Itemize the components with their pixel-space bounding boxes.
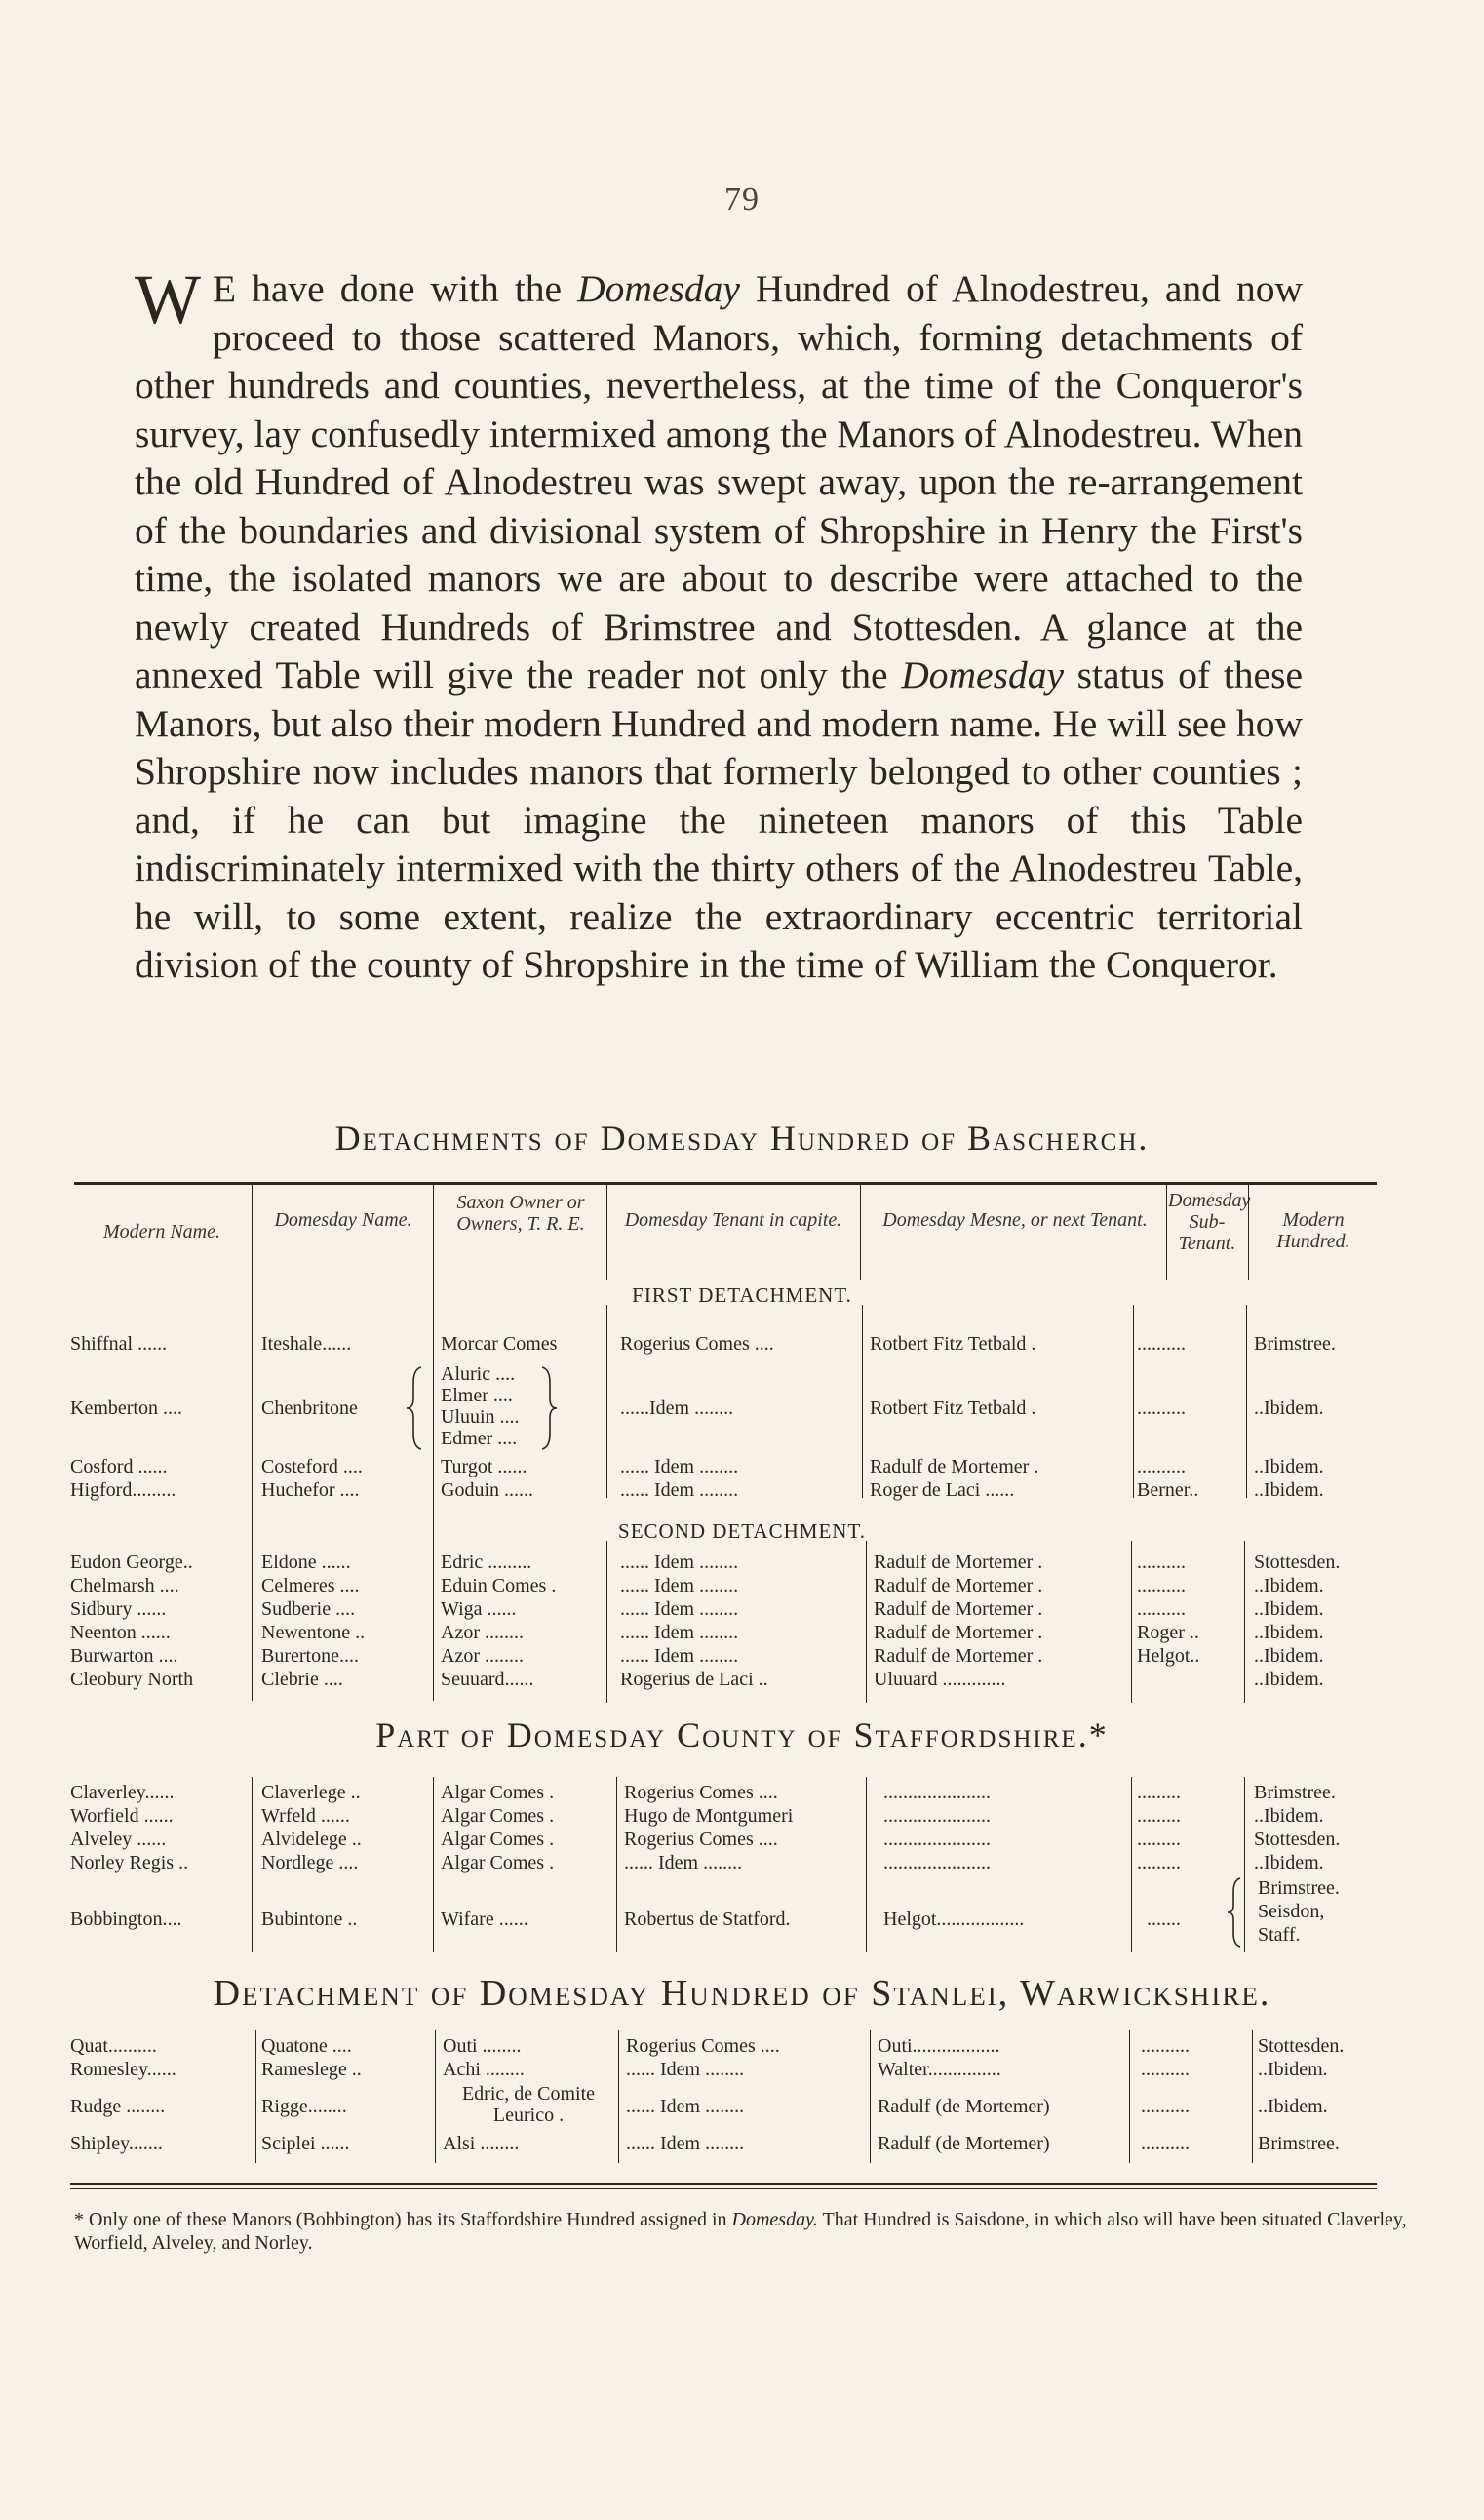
table2-title: Part of Domesday County of Staffordshire.*	[375, 1715, 1109, 1754]
cell-mesne: Uluuard .............	[874, 1669, 1006, 1690]
cell-domesday: Sudberie ....	[261, 1598, 356, 1620]
cell-saxon: Goduin ......	[441, 1479, 533, 1501]
intro-paragraph	[135, 260, 1303, 990]
cell-modern: Sidbury ......	[70, 1598, 167, 1620]
cell-tenant: Hugo de Montgumeri	[624, 1805, 794, 1827]
cell-modern: Burwarton ....	[70, 1645, 178, 1667]
cell-modern: Neenton ......	[70, 1622, 171, 1643]
cell-hundred: Staff.	[1258, 1924, 1301, 1946]
cell-saxon: Algar Comes .	[441, 1805, 555, 1827]
cell-hundred: Brimstree.	[1254, 1782, 1336, 1803]
cell-saxon: Eduin Comes .	[441, 1575, 557, 1596]
cell-hundred: ..Ibidem.	[1254, 1456, 1324, 1477]
cell-mesne: ......................	[883, 1805, 991, 1827]
cell-sub: ..........	[1137, 1552, 1186, 1573]
cell-sub: ..........	[1141, 2035, 1190, 2057]
cell-modern: Higford.........	[70, 1479, 176, 1501]
cell-hundred: ..Ibidem.	[1254, 1479, 1324, 1501]
drop-cap: W	[135, 260, 201, 338]
footnote	[74, 2208, 1420, 2255]
cell-domesday: Bubintone ..	[261, 1909, 358, 1930]
cell-tenant: ...... Idem ........	[626, 2059, 745, 2080]
cell-saxon: Algar Comes .	[441, 1829, 555, 1850]
cell-saxon: Algar Comes .	[441, 1782, 555, 1803]
cell-saxon: Edric .........	[441, 1552, 532, 1573]
cell-domesday: Chenbritone	[261, 1398, 358, 1419]
cell-modern: Bobbington....	[70, 1909, 182, 1930]
table-row	[0, 1828, 1484, 1853]
cell-modern: Romesley......	[70, 2059, 176, 2080]
table3-bottom-rule	[70, 2183, 1377, 2185]
brace-left-icon	[1225, 1876, 1244, 1949]
cell-domesday: Huchefor ....	[261, 1479, 360, 1501]
cell-domesday: Iteshale......	[261, 1333, 352, 1355]
table-row	[0, 1597, 1484, 1623]
cell-modern: Worfield ......	[70, 1805, 174, 1827]
cell-tenant: ...... Idem ........	[624, 1852, 743, 1873]
cell-domesday: Celmeres ....	[261, 1575, 360, 1596]
saxon-owner: Aluric ....	[441, 1363, 516, 1385]
cell-hundred: ..Ibidem.	[1258, 2059, 1328, 2080]
cell-modern: Kemberton ....	[70, 1398, 182, 1419]
cell-saxon: Turgot ......	[441, 1456, 527, 1477]
header-domesday-name: Domesday Name.	[274, 1209, 412, 1231]
cell-hundred: ..Ibidem.	[1254, 1398, 1324, 1419]
cell-tenant: ...... Idem ........	[620, 1456, 739, 1477]
cell-mesne: ......................	[883, 1782, 991, 1803]
cell-tenant: ...... Idem ........	[620, 1598, 739, 1620]
cell-sub: .........	[1137, 1852, 1181, 1873]
cell-modern: Norley Regis ..	[70, 1852, 189, 1873]
cell-domesday: Eldone ......	[261, 1552, 351, 1573]
cell-sub: .......	[1147, 1909, 1181, 1930]
cell-sub: Helgot..	[1137, 1645, 1200, 1667]
cell-saxon: Wifare ......	[441, 1909, 528, 1930]
header-modern-name: Modern Name.	[103, 1221, 220, 1242]
intro-segment-italic: Domesday	[901, 653, 1064, 696]
cell-domesday: Clebrie ....	[261, 1669, 343, 1690]
cell-domesday: Rigge........	[261, 2096, 347, 2117]
header-modern-hundred: Modern Hundred.	[1276, 1209, 1350, 1252]
cell-tenant: ...... Idem ........	[620, 1479, 739, 1501]
cell-domesday: Rameslege ..	[261, 2059, 362, 2080]
cell-hundred: Seisdon,	[1258, 1901, 1325, 1922]
table3-bottom-rule-thin	[70, 2188, 1377, 2189]
cell-domesday: Wrfeld ......	[261, 1805, 350, 1827]
cell-domesday: Sciplei ......	[261, 2133, 350, 2154]
cell-mesne: Helgot..................	[883, 1909, 1025, 1930]
cell-tenant: Rogerius Comes ....	[624, 1829, 778, 1850]
cell-saxon: Azor ........	[441, 1645, 524, 1667]
cell-mesne: Rotbert Fitz Tetbald .	[870, 1333, 1036, 1355]
cell-mesne: Roger de Laci ......	[870, 1479, 1015, 1501]
cell-tenant: ...... Idem ........	[620, 1575, 739, 1596]
cell-hundred: ..Ibidem.	[1254, 1622, 1324, 1643]
second-detachment-label: SECOND DETACHMENT.	[618, 1519, 866, 1543]
cell-mesne: Rotbert Fitz Tetbald .	[870, 1398, 1036, 1419]
cell-tenant: Rogerius Comes ....	[626, 2035, 780, 2057]
header-sub-tenant: Domesday Sub-Tenant.	[1168, 1190, 1251, 1254]
table-row	[0, 1332, 1484, 1358]
cell-modern: Claverley......	[70, 1782, 175, 1803]
table-row	[0, 1455, 1484, 1480]
cell-saxon: Azor ........	[441, 1622, 524, 1643]
table-row	[0, 2083, 1484, 2130]
cell-saxon: Seuuard......	[441, 1669, 534, 1690]
footnote-segment-italic: Domesday.	[731, 2209, 818, 2230]
table-row	[0, 1851, 1484, 1876]
cell-saxon: Outi ........	[443, 2035, 522, 2057]
cell-hundred: ..Ibidem.	[1254, 1852, 1324, 1873]
cell-saxon: Alsi ........	[443, 2133, 520, 2154]
table-row	[0, 1478, 1484, 1504]
cell-modern: Chelmarsh ....	[70, 1575, 179, 1596]
cell-mesne: Radulf de Mortemer .	[874, 1552, 1043, 1573]
table-row	[0, 1621, 1484, 1646]
cell-domesday: Costeford ....	[261, 1456, 363, 1477]
cell-hundred: Brimstree.	[1254, 1333, 1336, 1355]
cell-sub: ..........	[1137, 1575, 1186, 1596]
intro-segment: status of these Manors, but also their modern Hundred and modern name. He will see how Shropshire now includes manors that formerly belonged to other counties ; and, if he can but imagine the nineteen manors of this Table indiscriminately intermixed with the thirty others of the Alnodestreu Table, he will, to some extent, realize the extraordinary eccentric territorial division of the county of Shropshire in the time of William the Conqueror.	[135, 653, 1303, 986]
cell-modern: Shipley.......	[70, 2133, 163, 2154]
table-row	[0, 1668, 1484, 1693]
cell-mesne: Radulf (de Mortemer)	[878, 2133, 1050, 2154]
cell-tenant: ...... Idem ........	[626, 2096, 745, 2117]
header-tenant-in-capite: Domesday Tenant in capite.	[624, 1209, 842, 1231]
table-row	[0, 1397, 1484, 1422]
cell-hundred: ..Ibidem.	[1254, 1575, 1324, 1596]
cell-modern: Cleobury North	[70, 1669, 194, 1690]
cell-saxon: Edric, de Comite Leurico .	[461, 2083, 596, 2126]
cell-tenant: ......Idem ........	[620, 1398, 734, 1419]
table-row	[0, 1574, 1484, 1599]
cell-tenant: ...... Idem ........	[620, 1552, 739, 1573]
cell-sub: Roger ..	[1137, 1622, 1199, 1643]
cell-mesne: Radulf (de Mortemer)	[878, 2096, 1050, 2117]
cell-saxon: Wiga ......	[441, 1598, 517, 1620]
cell-sub: .........	[1137, 1829, 1181, 1850]
table1-column-divider	[860, 1184, 861, 1280]
cell-tenant: Rogerius de Laci ..	[620, 1669, 768, 1690]
cell-saxon: Algar Comes .	[441, 1852, 555, 1873]
header-saxon-owner: Saxon Owner or Owners, T. R. E.	[456, 1192, 585, 1235]
cell-modern: Shiffnal ......	[70, 1333, 168, 1355]
cell-hundred: Brimstree.	[1258, 2133, 1340, 2154]
table-row	[0, 2058, 1484, 2083]
cell-domesday: Quatone ....	[261, 2035, 352, 2057]
cell-sub: ..........	[1141, 2059, 1190, 2080]
cell-tenant: ...... Idem ........	[620, 1622, 739, 1643]
cell-sub: ..........	[1141, 2096, 1190, 2117]
intro-segment: Hundred of Alnodestreu, and now proceed to those scattered Manors, which, forming detachments of other hundreds and counties, nevertheless, at the time of the Conqueror's survey, lay confusedly intermixed among the Manors of Alnodestreu. When the old Hundred of Alnodestreu was swept away, upon the re-arrangement of the boundaries and divisional system of Shropshire in Henry the First's time, the isolated manors we are about to describe were attached to the newly created Hundreds of Brimstree and Stottesden. A glance at the annexed Table will give the reader not only the	[135, 267, 1303, 696]
cell-hundred: Stottesden.	[1258, 2035, 1345, 2057]
table-row	[0, 1551, 1484, 1576]
table1-column-divider	[606, 1184, 607, 1280]
cell-hundred: ..Ibidem.	[1254, 1598, 1324, 1620]
cell-hundred: ..Ibidem.	[1254, 1669, 1324, 1690]
cell-tenant: ...... Idem ........	[620, 1645, 739, 1667]
cell-hundred: ..Ibidem.	[1258, 2096, 1328, 2117]
cell-modern: Quat..........	[70, 2035, 157, 2057]
table1-column-divider	[1166, 1184, 1167, 1280]
cell-sub: ..........	[1137, 1598, 1186, 1620]
cell-tenant: Rogerius Comes ....	[624, 1782, 778, 1803]
cell-hundred: Brimstree.	[1258, 1877, 1340, 1899]
table3-title: Detachment of Domesday Hundred of Stanlei, Warwickshire.	[213, 1973, 1271, 2014]
cell-saxon: Morcar Comes	[441, 1333, 558, 1355]
cell-mesne: Outi..................	[878, 2035, 1000, 2057]
cell-sub: ..........	[1137, 1333, 1186, 1355]
cell-sub: Berner..	[1137, 1479, 1199, 1501]
cell-domesday: Nordlege ....	[261, 1852, 359, 1873]
footnote-segment: Only one of these Manors (Bobbington) has its Staffordshire Hundred assigned in	[89, 2209, 732, 2230]
cell-tenant: ...... Idem ........	[626, 2133, 745, 2154]
header-mesne-tenant: Domesday Mesne, or next Tenant.	[882, 1209, 1148, 1231]
cell-mesne: Radulf de Mortemer .	[874, 1645, 1043, 1667]
cell-mesne: Radulf de Mortemer .	[870, 1456, 1039, 1477]
table-row	[0, 1781, 1484, 1806]
cell-modern: Eudon George..	[70, 1552, 193, 1573]
table-row	[0, 1644, 1484, 1670]
saxon-owner: Edmer ....	[441, 1428, 518, 1449]
cell-mesne: Walter...............	[878, 2059, 1001, 2080]
cell-sub: ..........	[1141, 2133, 1190, 2154]
cell-hundred: Stottesden.	[1254, 1829, 1341, 1850]
first-detachment-label: FIRST DETACHMENT.	[632, 1283, 852, 1307]
saxon-owner: Elmer ....	[441, 1385, 513, 1406]
footnote-segment: That Hundred is Saisdone, in which also will have been situated Claverley, Worfield, Alveley, and Norley.	[74, 2209, 1407, 2254]
cell-domesday: Newentone ..	[261, 1622, 366, 1643]
saxon-owner: Uluuin ....	[441, 1406, 520, 1428]
table1-column-divider	[1248, 1184, 1249, 1280]
cell-domesday: Alvidelege ..	[261, 1829, 362, 1850]
cell-mesne: ......................	[883, 1852, 991, 1873]
table-row	[0, 2034, 1484, 2060]
cell-domesday: Burertone....	[261, 1645, 359, 1667]
cell-modern: Rudge ........	[70, 2096, 166, 2117]
cell-tenant: Robertus de Statford.	[624, 1909, 791, 1930]
cell-mesne: Radulf de Mortemer .	[874, 1622, 1043, 1643]
page-number: 79	[724, 181, 760, 217]
cell-modern: Alveley ......	[70, 1829, 167, 1850]
cell-sub: .........	[1137, 1805, 1181, 1827]
intro-segment: E have done with the	[212, 267, 578, 310]
table1-top-rule	[74, 1182, 1377, 1185]
hundred-list	[1258, 1876, 1340, 1947]
cell-hundred: ..Ibidem.	[1254, 1805, 1324, 1827]
footnote-marker: *	[74, 2209, 84, 2230]
cell-mesne: Radulf de Mortemer .	[874, 1575, 1043, 1596]
cell-tenant: Rogerius Comes ....	[620, 1333, 774, 1355]
cell-mesne: ......................	[883, 1829, 991, 1850]
cell-saxon: Achi ........	[443, 2059, 525, 2080]
table-row	[0, 2132, 1484, 2157]
table-row	[0, 1804, 1484, 1830]
cell-sub: ..........	[1137, 1398, 1186, 1419]
cell-mesne: Radulf de Mortemer .	[874, 1598, 1043, 1620]
table1-title: Detachments of Domesday Hundred of Bascherch.	[334, 1119, 1150, 1158]
cell-hundred: ..Ibidem.	[1254, 1645, 1324, 1667]
cell-sub: ..........	[1137, 1456, 1186, 1477]
cell-sub: .........	[1137, 1782, 1181, 1803]
cell-domesday: Claverlege ..	[261, 1782, 361, 1803]
cell-modern: Cosford ......	[70, 1456, 168, 1477]
cell-hundred: Stottesden.	[1254, 1552, 1341, 1573]
intro-segment-italic: Domesday	[577, 267, 740, 310]
